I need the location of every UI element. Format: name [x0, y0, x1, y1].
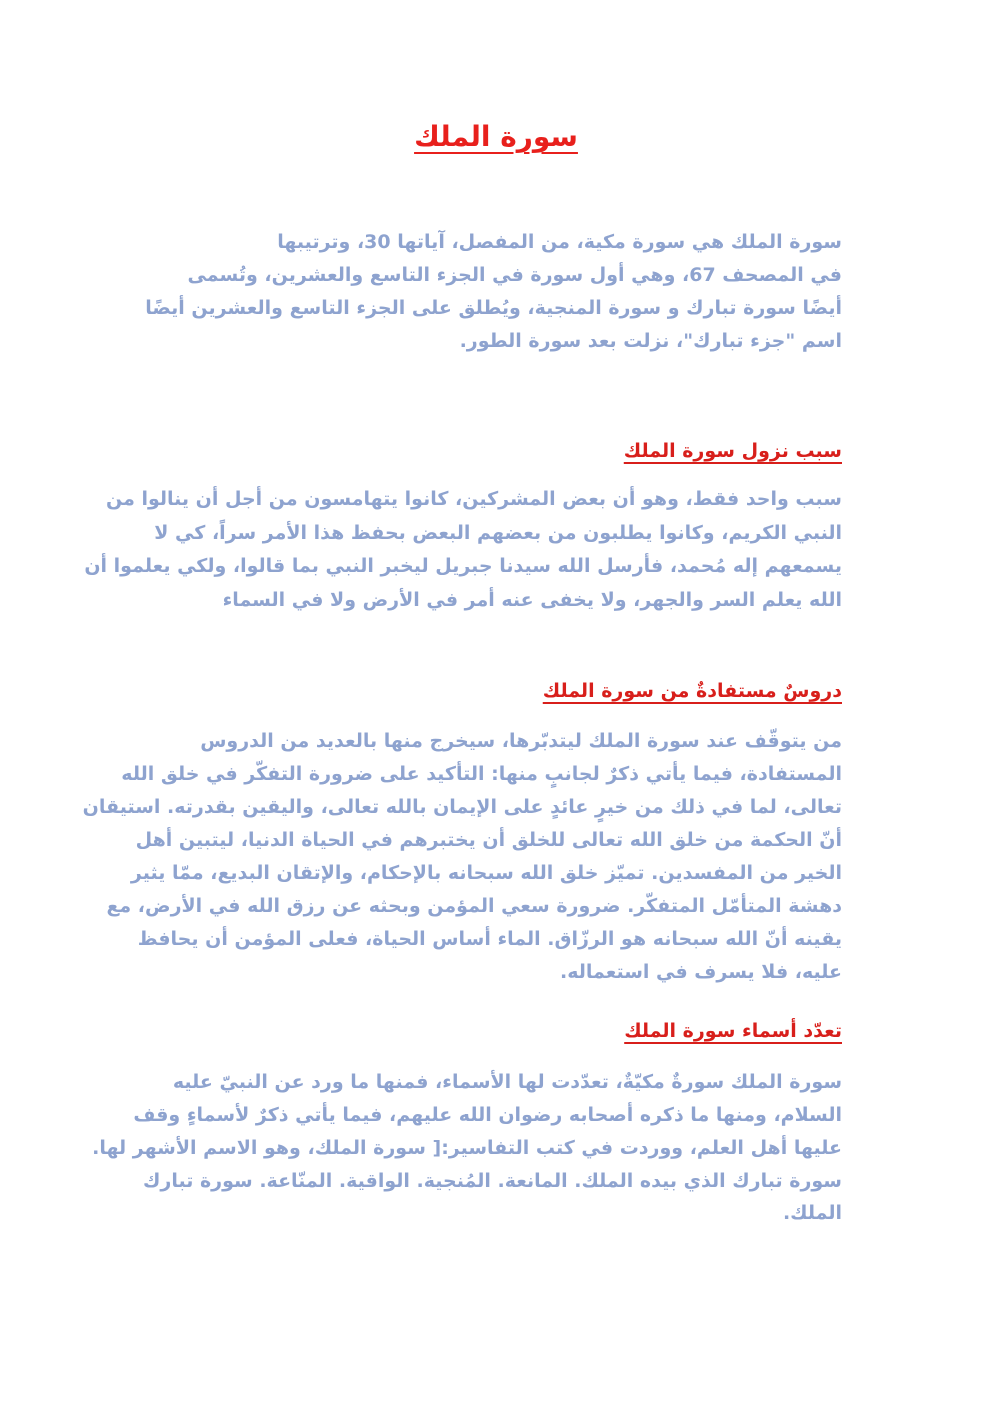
paragraph-line: سورة تبارك الذي بيده الملك. المانعة. المُنجية. الواقية. المنّاعة. سورة تبارك [142, 1169, 842, 1192]
paragraph-line: اسم "جزء تبارك"، نزلت بعد سورة الطور. [459, 329, 842, 352]
paragraph-line: الله يعلم السر والجهر، ولا يخفى عنه أمر في الأرض ولا في السماء [222, 588, 842, 611]
paragraph-line: عليه، فلا يسرف في استعماله. [559, 961, 842, 984]
paragraph-line: سورة الملك هي سورة مكية، من المفصل، آياتها 30، وترتيبها [277, 231, 842, 253]
section-heading-lessons: دروسٌ مستفادةٌ من سورة الملك [542, 680, 842, 702]
names-paragraph [92, 1066, 842, 1230]
intro-paragraph [142, 226, 842, 357]
paragraph-line: النبي الكريم، وكانوا يطلبون من بعضهم البعض بحفظ هذا الأمر سراً، كي لا [154, 521, 842, 544]
paragraph-line: سورة الملك سورةٌ مكيّةٌ، تعدّدت لها الأسماء، فمنها ما ورد عن النبيّ عليه [172, 1071, 842, 1093]
paragraph-line: الملك. [782, 1202, 842, 1225]
paragraph-line: السلام، ومنها ما ذكره أصحابه رضوان الله عليهم، فيما يأتي ذكرٌ لأسماءٍ وقف [133, 1103, 842, 1126]
reason-paragraph [84, 483, 842, 618]
paragraph-line: من يتوقّف عند سورة الملك ليتدبّرها، سيخرج منها بالعديد من الدروس [200, 730, 842, 752]
paragraph-line: أيضًا سورة تبارك و سورة المنجية، ويُطلق على الجزء التاسع والعشرين أيضًا [145, 296, 842, 319]
paragraph-line: في المصحف 67، وهي أول سورة في الجزء التاسع والعشرين، وتُسمى [187, 263, 842, 286]
paragraph-line: الخير من المفسدين. تميّز خلق الله سبحانه بالإحكام، والإتقان البديع، ممّا يثير [130, 862, 842, 885]
title-text: سورة الملك [414, 120, 578, 153]
paragraph-line: عليها أهل العلم، ووردت في كتب التفاسير:[ سورة الملك، وهو الاسم الأشهر لها. [92, 1136, 842, 1159]
paragraph-line: أنّ الحكمة من خلق الله تعالى للخلق أن يختبرهم في الحياة الدنيا، ليتبين أهل [135, 829, 842, 852]
paragraph-line: سبب واحد فقط، وهو أن بعض المشركين، كانوا يتهامسون من أجل أن ينالوا من [105, 488, 842, 510]
paragraph-line: يسمعهم إله مُحمد، فأرسل الله سيدنا جبريل ليخبر النبي بما قالوا، ولكي يعلموا أن [84, 555, 842, 578]
document-title [0, 120, 992, 153]
paragraph-line: دهشة المتأمّل المتفكّر. ضرورة سعي المؤمن وبحثه عن رزق الله في الأرض، مع [106, 895, 842, 918]
paragraph-line: المستفادة، فيما يأتي ذكرٌ لجانبٍ منها: التأكيد على ضرورة التفكّر في خلق الله [121, 763, 842, 786]
section-heading-names: تعدّد أسماء سورة الملك [624, 1020, 842, 1042]
lessons-paragraph [82, 725, 842, 989]
paragraph-line: تعالى، لما في ذلك من خيرٍ عائدٍ على الإيمان بالله تعالى، واليقين بقدرته. استيقان [82, 796, 842, 819]
section-heading-reason: سبب نزول سورة الملك [623, 440, 842, 462]
paragraph-line: يقينه أنّ الله سبحانه هو الرزّاق. الماء أساس الحياة، فعلى المؤمن أن يحافظ [137, 928, 842, 951]
